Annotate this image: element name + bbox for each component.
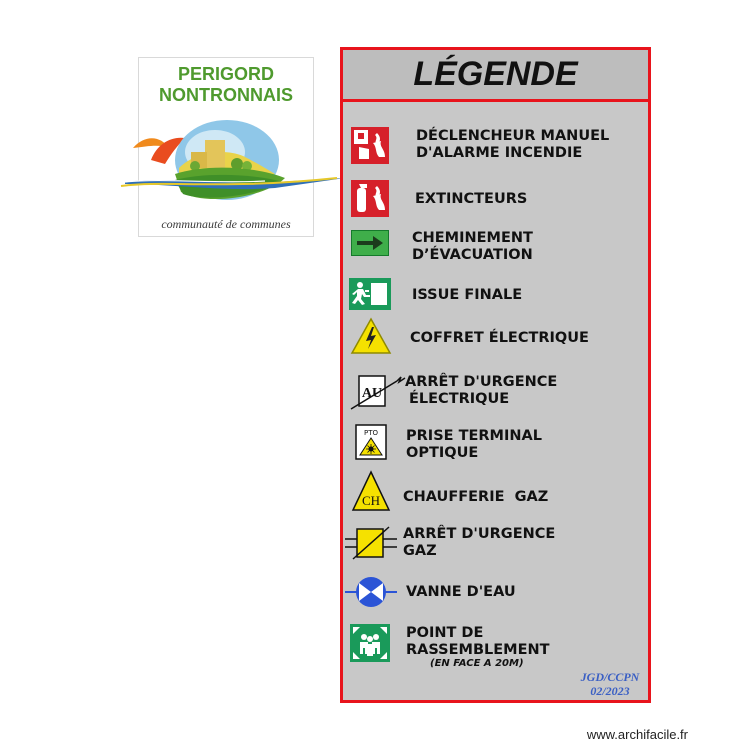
- legend-item-label: ARRÊT D'URGENCE ÉLECTRIQUE: [405, 374, 558, 407]
- logo-title-line1: PERIGORD: [177, 64, 274, 84]
- logo-subtitle: communauté de communes: [161, 217, 291, 231]
- legend-item-label: ISSUE FINALE: [412, 287, 523, 303]
- emergency-exit-icon: [349, 278, 391, 310]
- assembly-point-icon: [350, 624, 390, 662]
- legend-item-label: COFFRET ÉLECTRIQUE: [410, 330, 589, 346]
- legend-item-label: CHEMINEMENT D’ÉVACUATION: [412, 230, 533, 263]
- water-valve-icon: [345, 574, 397, 610]
- svg-text:AU: AU: [361, 386, 383, 401]
- svg-text:PTO: PTO: [363, 429, 379, 437]
- manual-fire-alarm-icon: [351, 127, 389, 164]
- electrical-hazard-icon: [350, 317, 392, 355]
- landscape-emblem-icon: [105, 108, 345, 208]
- logo-title-line2: NONTRONNAIS: [159, 85, 293, 105]
- legend-item-label: ARRÊT D'URGENCE GAZ: [403, 526, 556, 559]
- electrical-emergency-stop-icon: [349, 373, 407, 411]
- legend-item-label: PRISE TERMINAL OPTIQUE: [406, 428, 542, 461]
- watermark: www.archifacile.fr: [586, 727, 688, 742]
- legend-item-label: DÉCLENCHEUR MANUEL D'ALARME INCENDIE: [416, 128, 610, 161]
- legend-item-label: CHAUFFERIE GAZ: [403, 489, 549, 505]
- boiler-room-icon: [351, 470, 391, 512]
- legend-item-label: POINT DE RASSEMBLEMENT: [406, 625, 550, 658]
- legend-header: [343, 50, 648, 102]
- evacuation-arrow-icon: [351, 230, 389, 256]
- author-credit: JGD/CCPN 02/2023: [580, 670, 640, 698]
- legend-item-label: VANNE D'EAU: [406, 584, 516, 600]
- svg-text:CH: CH: [361, 493, 381, 508]
- gas-emergency-stop-icon: [345, 525, 397, 561]
- legend-title: LÉGENDE: [413, 55, 578, 93]
- optical-terminal-outlet-icon: [355, 424, 387, 460]
- legend-panel: [340, 47, 651, 703]
- legend-item-note: (EN FACE A 20M): [430, 658, 524, 669]
- legend-item-label: EXTINCTEURS: [415, 191, 528, 207]
- fire-extinguisher-icon: [351, 180, 389, 217]
- community-logo: [138, 57, 314, 237]
